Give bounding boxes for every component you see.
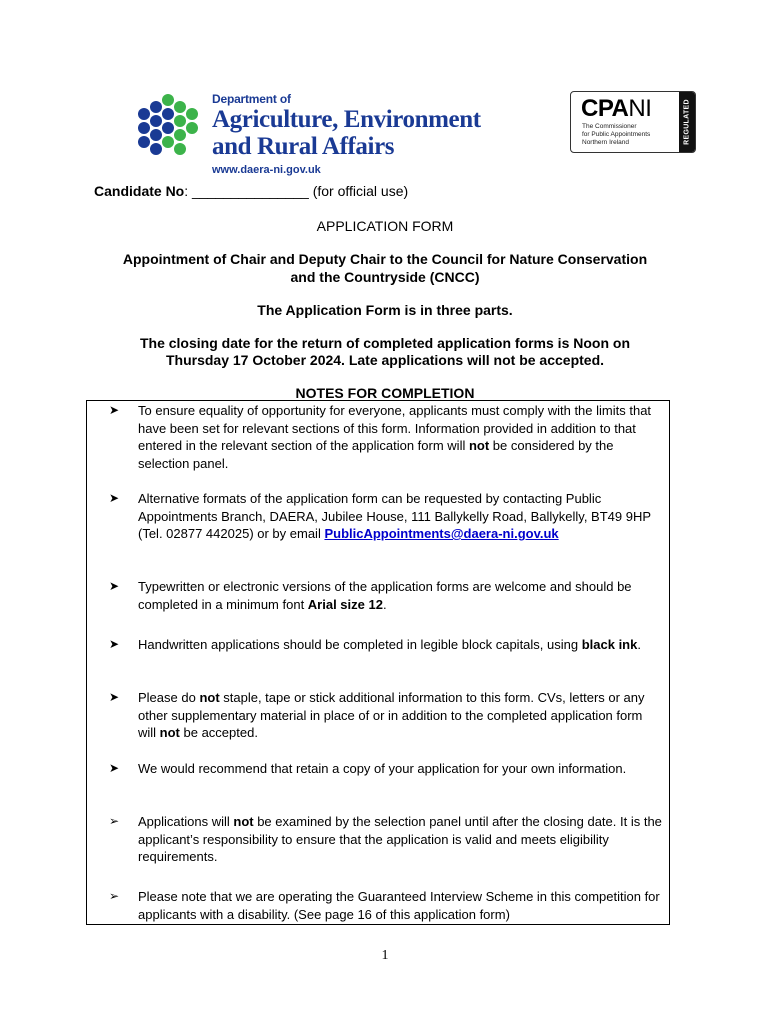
note-text: Typewritten or electronic versions of the application forms are welcome and should be completed in a minimum font Arial size 12.	[138, 579, 632, 612]
arrow-bullet-icon: ➤	[109, 403, 120, 417]
daera-url[interactable]: www.daera-ni.gov.uk	[212, 164, 321, 176]
notes-box	[86, 400, 670, 925]
note-text: To ensure equality of opportunity for everyone, applicants must comply with the limits that have been set for relevant sections of this form. Information provided in addition to that entered in the relevant section of the application form will not be considered by the selection panel.	[138, 403, 652, 471]
daera-dept-label: Department of	[212, 92, 291, 106]
candidate-field: : _______________ (for official use)	[184, 183, 409, 199]
daera-title-line2: and Rural Affairs	[212, 133, 395, 160]
arrow-bullet-icon: ➢	[109, 814, 120, 828]
closing-date-line-1: The closing date for the return of completed application forms is Noon on	[139, 335, 631, 351]
note-text: We would recommend that retain a copy of your application for your own information.	[138, 761, 627, 776]
arrow-bullet-icon: ➢	[109, 889, 120, 903]
regulated-badge: REGULATED	[679, 92, 695, 152]
arrow-bullet-icon: ➤	[109, 690, 120, 704]
daera-logo-icon	[134, 92, 202, 160]
daera-title-line1: Agriculture, Environment	[212, 106, 481, 133]
candidate-label: Candidate No	[94, 183, 185, 199]
arrow-bullet-icon: ➤	[109, 637, 120, 651]
arrow-bullet-icon: ➤	[109, 761, 120, 775]
notes-title: NOTES FOR COMPLETION	[295, 385, 475, 401]
note-text: Applications will not be examined by the selection panel until after the closing date. It is the applicant’s responsibility to ensure that the application is valid and meets eligibility requirements.	[138, 814, 662, 864]
arrow-bullet-icon: ➤	[109, 491, 120, 505]
email-link[interactable]: PublicAppointments@daera-ni.gov.uk	[324, 526, 559, 541]
cpani-subtitle: The Commissioner for Public Appointments Northern Ireland	[582, 123, 651, 146]
candidate-number-line	[94, 183, 408, 199]
parts-line: The Application Form is in three parts.	[257, 302, 513, 318]
closing-date-line-2: Thursday 17 October 2024. Late applications will not be accepted.	[165, 352, 605, 368]
note-text: Please note that we are operating the Guaranteed Interview Scheme in this competition for applicants with a disability. (See page 16 of this application form)	[138, 889, 660, 922]
appointment-line-1: Appointment of Chair and Deputy Chair to the Council for Nature Conservation	[122, 251, 648, 267]
note-text: Please do not staple, tape or stick additional information to this form. CVs, letters or any other supplementary material in place of or in addition to the completed application form will not be accepted.	[138, 690, 645, 740]
arrow-bullet-icon: ➤	[109, 579, 120, 593]
daera-wordmark	[212, 92, 481, 160]
page-header	[0, 0, 770, 180]
form-title: APPLICATION FORM	[316, 218, 454, 234]
note-text: Handwritten applications should be completed in legible block capitals, using black ink.	[138, 637, 641, 652]
appointment-line-2: and the Countryside (CNCC)	[290, 269, 480, 285]
cpani-name: CPANI	[581, 95, 652, 122]
cpani-logo	[570, 91, 696, 153]
page-number: 1	[381, 948, 389, 963]
note-text: Alternative formats of the application form can be requested by contacting Public Appointments Branch, DAERA, Jubilee House, 111 Ballykelly Road, Ballykelly, BT49 9HP (Tel. 02877 442025) or by email PublicAppointments@daera-ni.gov.uk	[138, 491, 651, 541]
